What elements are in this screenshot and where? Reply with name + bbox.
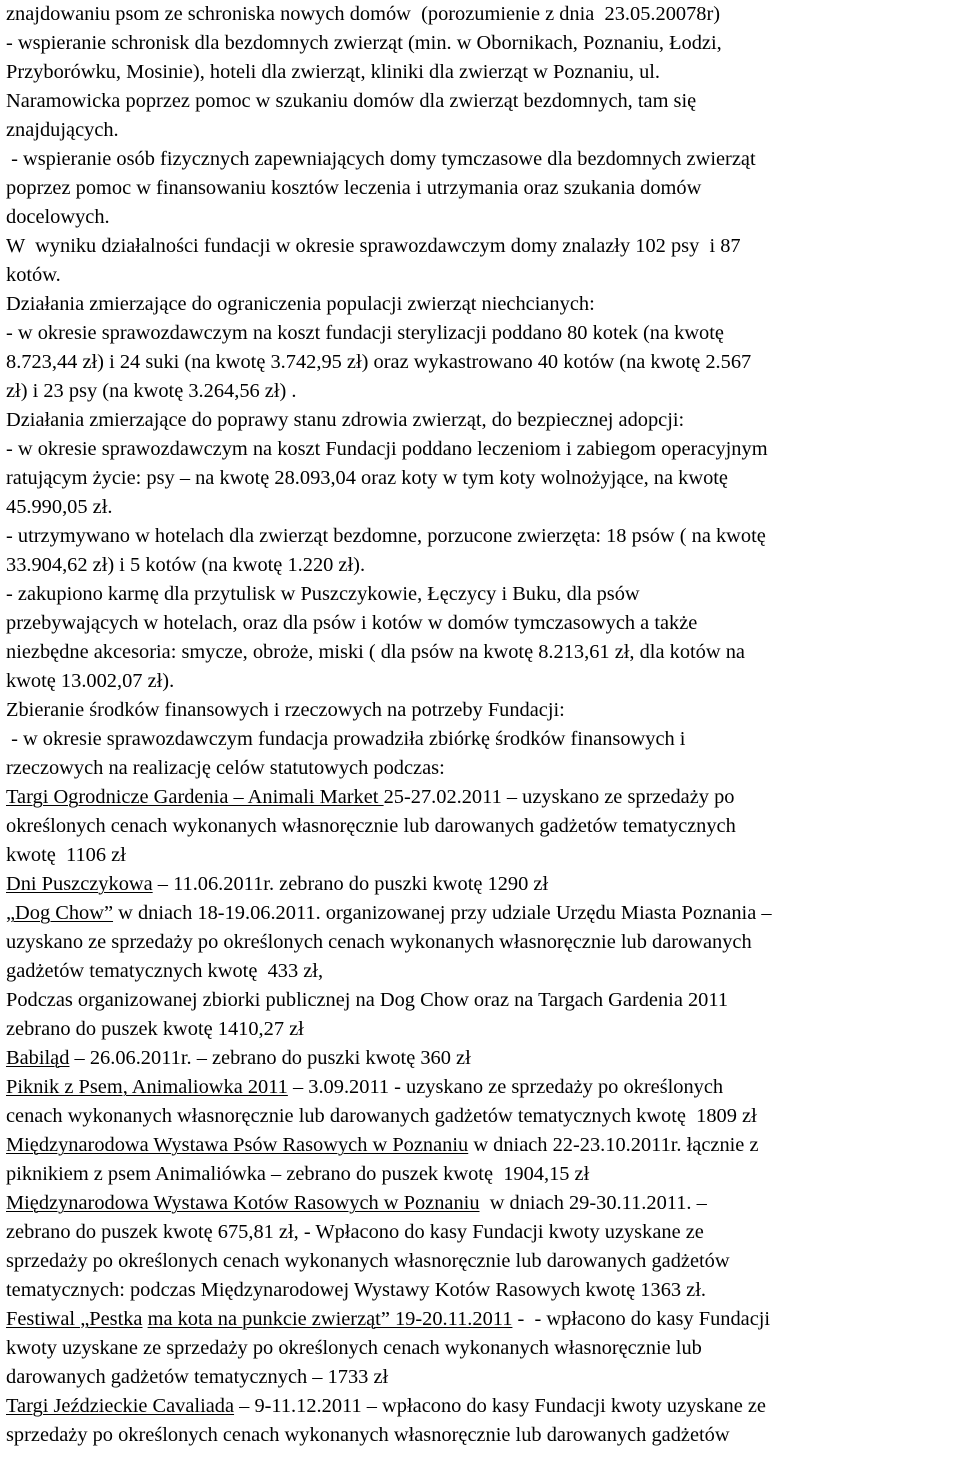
text-segment: sprzedaży po określonych cenach wykonanych własnoręcznie lub darowanych gadżetów bbox=[6, 1424, 730, 1446]
text-segment: kwotę 13.002,07 zł). bbox=[6, 670, 175, 692]
text-line bbox=[6, 899, 772, 928]
text-segment: sprzedaży po określonych cenach wykonanych własnoręcznie lub darowanych gadżetów bbox=[6, 1250, 730, 1272]
text-line bbox=[6, 1421, 730, 1450]
text-segment: 8.723,44 zł) i 24 suki (na kwotę 3.742,95 zł) oraz wykastrowano 40 kotów (na kwotę 2.567 bbox=[6, 351, 752, 373]
text-segment: zł) i 23 psy (na kwotę 3.264,56 zł) . bbox=[6, 380, 297, 402]
text-segment: zebrano do puszek kwotę 675,81 zł, - Wpłacono do kasy Fundacji kwoty uzyskane ze bbox=[6, 1221, 704, 1243]
text-segment: - zakupiono karmę dla przytulisk w Puszczykowie, Łęczycy i Buku, dla psów bbox=[6, 583, 640, 605]
text-line bbox=[6, 928, 752, 957]
text-line bbox=[6, 319, 724, 348]
text-segment: kwoty uzyskane ze sprzedaży po określonych cenach wykonanych własnoręcznie lub bbox=[6, 1337, 702, 1359]
underlined-event-name: „Dog Chow” bbox=[6, 902, 114, 924]
text-line bbox=[6, 261, 61, 290]
text-segment: Działania zmierzające do ograniczenia populacji zwierząt niechcianych: bbox=[6, 293, 595, 315]
text-line bbox=[6, 1131, 759, 1160]
underlined-event-name: ma kota na punkcie zwierząt” 19-20.11.2011 bbox=[147, 1308, 513, 1330]
text-line bbox=[6, 754, 445, 783]
text-line bbox=[6, 1044, 471, 1073]
text-line bbox=[6, 406, 684, 435]
text-segment: - wspieranie schronisk dla bezdomnych zwierząt (min. w Obornikach, Poznaniu, Łodzi, bbox=[6, 32, 722, 54]
text-line bbox=[6, 1334, 702, 1363]
text-segment: – 9-11.12.2011 – wpłacono do kasy Fundacji kwoty uzyskane ze bbox=[234, 1395, 766, 1417]
text-line bbox=[6, 1305, 770, 1334]
text-segment: 45.990,05 zł. bbox=[6, 496, 113, 518]
underlined-event-name: Babiląd bbox=[6, 1047, 70, 1069]
text-segment: kotów. bbox=[6, 264, 61, 286]
text-segment: niezbędne akcesoria: smycze, obroże, miski ( dla psów na kwotę 8.213,61 zł, dla kotów na bbox=[6, 641, 745, 663]
text-line bbox=[6, 667, 174, 696]
text-segment: – 26.06.2011r. – zebrano do puszki kwotę 360 zł bbox=[69, 1047, 471, 1069]
text-segment: – 11.06.2011r. zebrano do puszki kwotę 1290 zł bbox=[152, 873, 549, 895]
text-line bbox=[6, 1247, 730, 1276]
text-segment: w dniach 22-23.10.2011r. łącznie z bbox=[468, 1134, 759, 1156]
text-segment: Naramowicka poprzez pomoc w szukaniu domów dla zwierząt bezdomnych, tam się bbox=[6, 90, 697, 112]
text-line bbox=[6, 1276, 706, 1305]
text-segment: - w okresie sprawozdawczym na koszt fundacji sterylizacji poddano 80 kotek (na kwotę bbox=[6, 322, 724, 344]
underlined-event-name: Piknik z Psem, Animaliowka 2011 bbox=[6, 1076, 288, 1098]
text-line bbox=[6, 493, 112, 522]
text-segment: określonych cenach wykonanych własnoręcznie lub darowanych gadżetów tematycznych bbox=[6, 815, 736, 837]
text-segment: 33.904,62 zł) i 5 kotów (na kwotę 1.220 zł). bbox=[6, 554, 366, 576]
text-line bbox=[6, 435, 768, 464]
underlined-event-name: Targi Jeździeckie Cavaliada bbox=[6, 1395, 235, 1417]
underlined-event-name: Dni Puszczykowa bbox=[6, 873, 153, 895]
text-line bbox=[6, 551, 365, 580]
text-line bbox=[6, 0, 720, 29]
text-segment: gadżetów tematycznych kwotę 433 zł, bbox=[6, 960, 324, 982]
text-line bbox=[6, 174, 701, 203]
text-segment: 25-27.02.2011 – uzyskano ze sprzedaży po bbox=[383, 786, 735, 808]
text-line bbox=[6, 841, 126, 870]
text-segment: - w okresie sprawozdawczym fundacja prowadziła zbiórkę środków finansowych i bbox=[6, 728, 686, 750]
text-line bbox=[6, 1218, 704, 1247]
text-line bbox=[6, 29, 722, 58]
text-line bbox=[6, 986, 728, 1015]
text-segment: znajdowaniu psom ze schroniska nowych domów (porozumienie z dnia 23.05.20078r) bbox=[6, 3, 721, 25]
text-segment: cenach wykonanych własnoręcznie lub darowanych gadżetów tematycznych kwotę 1809 zł bbox=[6, 1105, 757, 1127]
text-segment: W wyniku działalności fundacji w okresie sprawozdawczym domy znalazły 102 psy i 87 bbox=[6, 235, 741, 257]
text-segment: znajdujących. bbox=[6, 119, 119, 141]
text-line bbox=[6, 58, 660, 87]
text-line bbox=[6, 957, 323, 986]
text-segment: poprzez pomoc w finansowaniu kosztów leczenia i utrzymania oraz szukania domów bbox=[6, 177, 702, 199]
underlined-event-name: Międzynarodowa Wystawa Kotów Rasowych w Poznaniu bbox=[6, 1192, 480, 1214]
text-line bbox=[6, 783, 734, 812]
text-line bbox=[6, 870, 548, 899]
text-segment: - wspieranie osób fizycznych zapewniających domy tymczasowe dla bezdomnych zwierząt bbox=[6, 148, 756, 170]
text-segment: Działania zmierzające do poprawy stanu zdrowia zwierząt, do bezpiecznej adopcji: bbox=[6, 409, 685, 431]
text-line bbox=[6, 348, 751, 377]
text-line bbox=[6, 609, 697, 638]
text-line bbox=[6, 1015, 304, 1044]
text-line bbox=[6, 1073, 723, 1102]
text-segment: uzyskano ze sprzedaży po określonych cenach wykonanych własnoręcznie lub darowanych bbox=[6, 931, 752, 953]
text-line bbox=[6, 1160, 589, 1189]
text-line bbox=[6, 145, 756, 174]
text-segment: docelowych. bbox=[6, 206, 110, 228]
text-segment: Podczas organizowanej zbiorki publicznej na Dog Chow oraz na Targach Gardenia 2011 bbox=[6, 989, 729, 1011]
underlined-event-name: Festiwal „Pestka bbox=[6, 1308, 143, 1330]
text-line bbox=[6, 203, 110, 232]
text-line bbox=[6, 377, 297, 406]
text-line bbox=[6, 1189, 707, 1218]
text-segment: Zbieranie środków finansowych i rzeczowych na potrzeby Fundacji: bbox=[6, 699, 565, 721]
text-line bbox=[6, 1392, 766, 1421]
text-segment: piknikiem z psem Animaliówka – zebrano do puszek kwotę 1904,15 zł bbox=[6, 1163, 590, 1185]
text-segment: Przyborówku, Mosinie), hoteli dla zwierząt, kliniki dla zwierząt w Poznaniu, ul. bbox=[6, 61, 661, 83]
text-line bbox=[6, 290, 595, 319]
text-segment: kwotę 1106 zł bbox=[6, 844, 126, 866]
text-line bbox=[6, 725, 685, 754]
text-segment: - utrzymywano w hotelach dla zwierząt bezdomne, porzucone zwierzęta: 18 psów ( na kwotę bbox=[6, 525, 766, 547]
text-line bbox=[6, 1363, 388, 1392]
text-segment: - - wpłacono do kasy Fundacji bbox=[512, 1308, 771, 1330]
text-segment: zebrano do puszek kwotę 1410,27 zł bbox=[6, 1018, 304, 1040]
text-line bbox=[6, 1102, 757, 1131]
text-line bbox=[6, 638, 745, 667]
text-line bbox=[6, 464, 728, 493]
text-segment: w dniach 18-19.06.2011. organizowanej przy udziale Urzędu Miasta Poznania – bbox=[113, 902, 772, 924]
text-line bbox=[6, 232, 741, 261]
text-line bbox=[6, 812, 736, 841]
text-line bbox=[6, 116, 119, 145]
underlined-event-name: Targi Ogrodnicze Gardenia – Animali Market bbox=[6, 786, 384, 808]
text-line bbox=[6, 522, 766, 551]
text-line bbox=[6, 696, 565, 725]
text-segment: przebywających w hotelach, oraz dla psów i kotów w domów tymczasowych a także bbox=[6, 612, 698, 634]
text-segment: - w okresie sprawozdawczym na koszt Fundacji poddano leczeniom i zabiegom operacyjnym bbox=[6, 438, 768, 460]
text-segment: – 3.09.2011 - uzyskano ze sprzedaży po określonych bbox=[287, 1076, 724, 1098]
text-segment: ratującym życie: psy – na kwotę 28.093,04 oraz koty w tym koty wolnożyjące, na kwotę bbox=[6, 467, 728, 489]
text-line bbox=[6, 87, 696, 116]
text-segment: darowanych gadżetów tematycznych – 1733 zł bbox=[6, 1366, 389, 1388]
underlined-event-name: Międzynarodowa Wystawa Psów Rasowych w Poznaniu bbox=[6, 1134, 469, 1156]
text-segment: rzeczowych na realizację celów statutowych podczas: bbox=[6, 757, 445, 779]
text-segment: tematycznych: podczas Międzynarodowej Wystawy Kotów Rasowych kwotę 1363 zł. bbox=[6, 1279, 706, 1301]
text-segment: w dniach 29-30.11.2011. – bbox=[479, 1192, 707, 1214]
text-line bbox=[6, 580, 640, 609]
